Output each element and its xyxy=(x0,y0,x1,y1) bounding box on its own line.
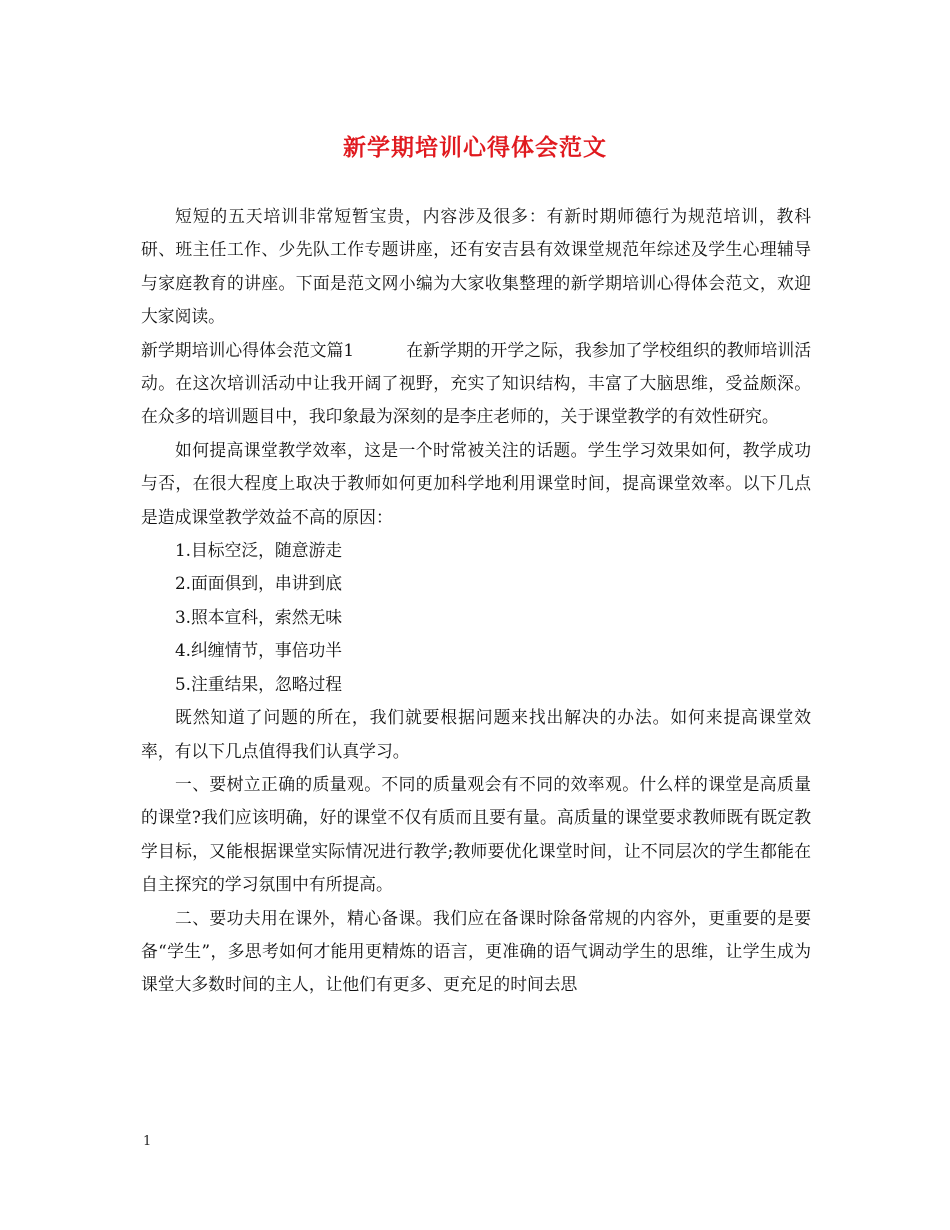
list-item: 1.目标空泛，随意游走 xyxy=(175,540,343,561)
section-paragraph xyxy=(141,334,811,434)
list-item: 4.纠缠情节，事倍功半 xyxy=(175,640,343,661)
page-number: 1 xyxy=(143,1134,152,1149)
list-item: 3.照本宣科，索然无味 xyxy=(175,606,343,627)
list-item: 2.面面俱到，串讲到底 xyxy=(175,573,343,594)
section-text: 在新学期的开学之际，我参加了学校组织的教师培训活动。在这次培训活动中让我开阔了视野，充实了知识结构，丰富了大脑思维，受益颇深。在众多的培训题目中，我印象最为深刻的是李庄老师的，关于课堂教学的有效性研究。 xyxy=(141,339,811,427)
prepare-paragraph: 二、要功夫用在课外，精心备课。我们应在备课时除备常规的内容外，更重要的是要备“学生”，多思考如何才能用更精炼的语言，更准确的语气调动学生的思维，让学生成为课堂大多数时间的主人，让他们有更多、更充足的时间去思 xyxy=(141,907,811,995)
section-label: 新学期培训心得体会范文篇1 xyxy=(141,339,355,360)
list-item: 5.注重结果，忽略过程 xyxy=(175,673,343,694)
intro-paragraph: 短短的五天培训非常短暂宝贵，内容涉及很多：有新时期师德行为规范培训，教科研、班主任工作、少先队工作专题讲座，还有安吉县有效课堂规范年综述及学生心理辅导与家庭教育的讲座。下面是范文网小编为大家收集整理的新学期培训心得体会范文，欢迎大家阅读。 xyxy=(141,206,811,327)
document-title: 新学期培训心得体会范文 xyxy=(343,134,607,161)
quality-paragraph: 一、要树立正确的质量观。不同的质量观会有不同的效率观。什么样的课堂是高质量的课堂?我们应该明确，好的课堂不仅有质而且要有量。高质量的课堂要求教师既有既定教学目标，又能根据课堂实际情况进行教学;教师要优化课堂时间，让不同层次的学生都能在自主探究的学习氛围中有所提高。 xyxy=(141,773,811,895)
document-body xyxy=(141,200,811,1002)
efficiency-paragraph: 如何提高课堂教学效率，这是一个时常被关注的话题。学生学习效果如何，教学成功与否，在很大程度上取决于教师如何更加科学地利用课堂时间，提高课堂效率。以下几点是造成课堂教学效益不高的原因： xyxy=(141,439,811,527)
solution-paragraph: 既然知道了问题的所在，我们就要根据问题来找出解决的办法。如何来提高课堂效率，有以下几点值得我们认真学习。 xyxy=(141,707,811,761)
